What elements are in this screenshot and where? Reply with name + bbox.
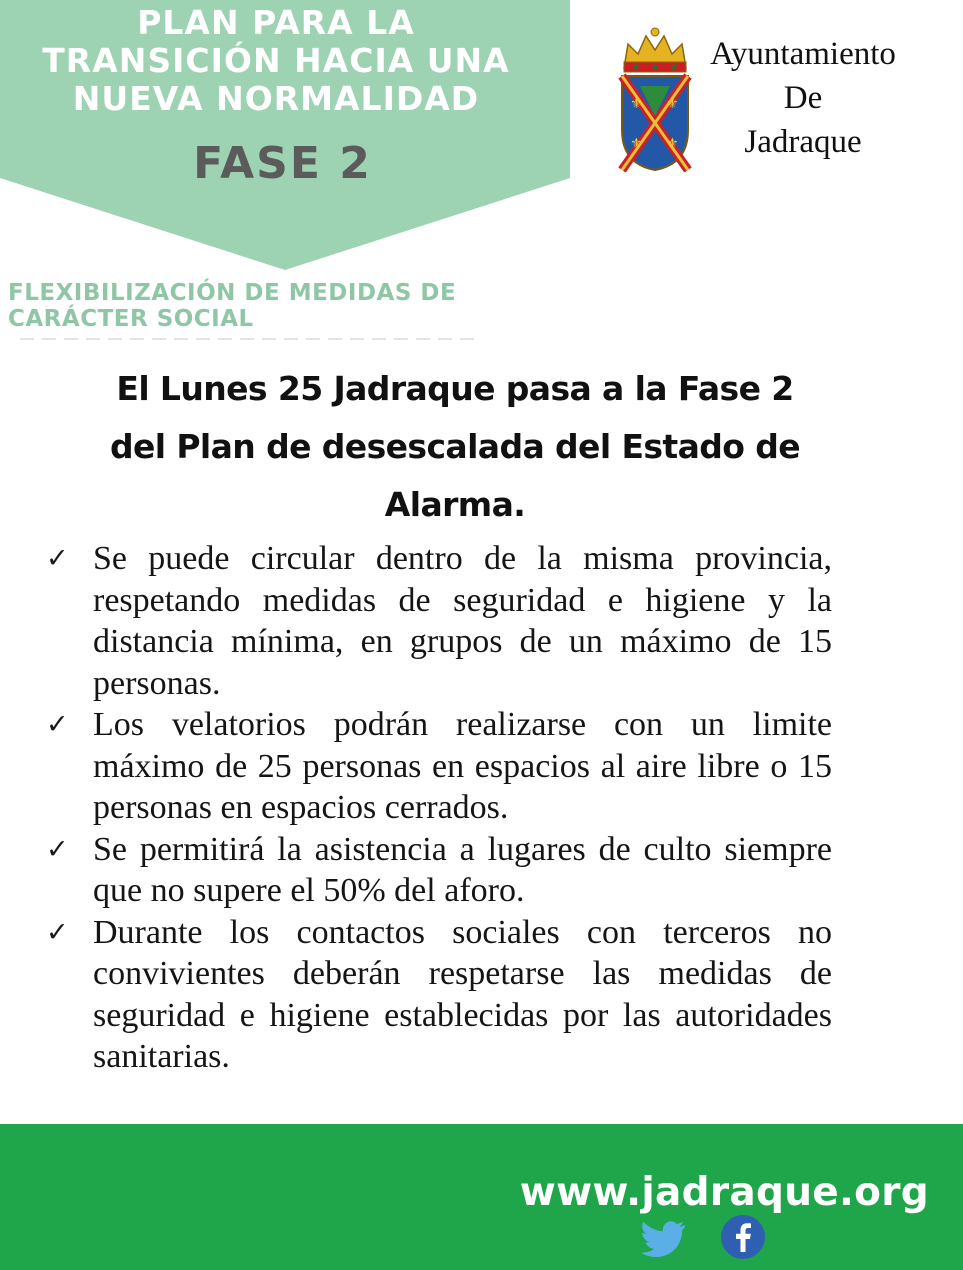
phase-banner [0, 0, 570, 275]
checkmark-icon: ✓ [46, 916, 69, 948]
footer [0, 1124, 963, 1270]
headline [60, 360, 850, 534]
headline-line: El Lunes 25 Jadraque pasa a la Fase 2 [116, 369, 794, 408]
measure-text: Se puede circular dentro de la misma provincia, respetando medidas de seguridad e higiene y la distancia mínima, en grupos de un máximo de 15 personas. [93, 540, 832, 702]
banner-subtitle-line: FLEXIBILIZACIÓN DE MEDIDAS DE [8, 280, 457, 306]
svg-text:⚜: ⚜ [630, 96, 643, 112]
banner-subtitle-line: CARÁCTER SOCIAL [8, 306, 254, 332]
list-item [46, 912, 832, 1078]
banner-subtitle [8, 280, 548, 332]
checkmark-icon: ✓ [46, 833, 69, 865]
facebook-icon[interactable] [720, 1214, 766, 1260]
svg-text:⚜: ⚜ [666, 136, 679, 152]
measure-text: Durante los contactos sociales con terceros no convivientes deberán respetarse las medidas de seguridad e higiene establecidas por las autoridades sanitarias. [93, 913, 832, 1075]
headline-line: Alarma. [384, 485, 526, 524]
headline-line: del Plan de desescalada del Estado de [109, 427, 801, 466]
svg-text:⚜: ⚜ [666, 96, 679, 112]
list-item [46, 538, 832, 704]
svg-text:⚜: ⚜ [630, 136, 643, 152]
divider [20, 338, 480, 340]
coat-of-arms-icon [618, 26, 692, 172]
measures-list [46, 538, 832, 1078]
checkmark-icon: ✓ [46, 709, 69, 740]
measure-text: Los velatorios podrán realizarse con un limite máximo de 25 personas en espacios al aire libre o 15 personas en espacios cerrados. [93, 706, 832, 826]
list-item [46, 704, 832, 829]
banner-title-line: PLAN PARA LA [137, 3, 415, 42]
town-name-line: Ayuntamiento [710, 36, 896, 72]
town-name-line: Jadraque [744, 124, 862, 160]
website-link[interactable]: www.jadraque.org [519, 1170, 929, 1215]
twitter-icon[interactable] [641, 1219, 687, 1259]
banner-title-line: NUEVA NORMALIDAD [72, 79, 480, 118]
town-name [690, 32, 916, 164]
phase-label: FASE 2 [193, 138, 372, 189]
banner-title-line: TRANSICIÓN HACIA UNA [42, 41, 510, 80]
checkmark-icon: ✓ [46, 543, 69, 574]
list-item [46, 829, 832, 912]
measure-text: Se permitirá la asistencia a lugares de culto siempre que no supere el 50% del aforo. [93, 830, 832, 909]
banner-title [0, 4, 552, 118]
town-name-line: De [783, 80, 823, 116]
